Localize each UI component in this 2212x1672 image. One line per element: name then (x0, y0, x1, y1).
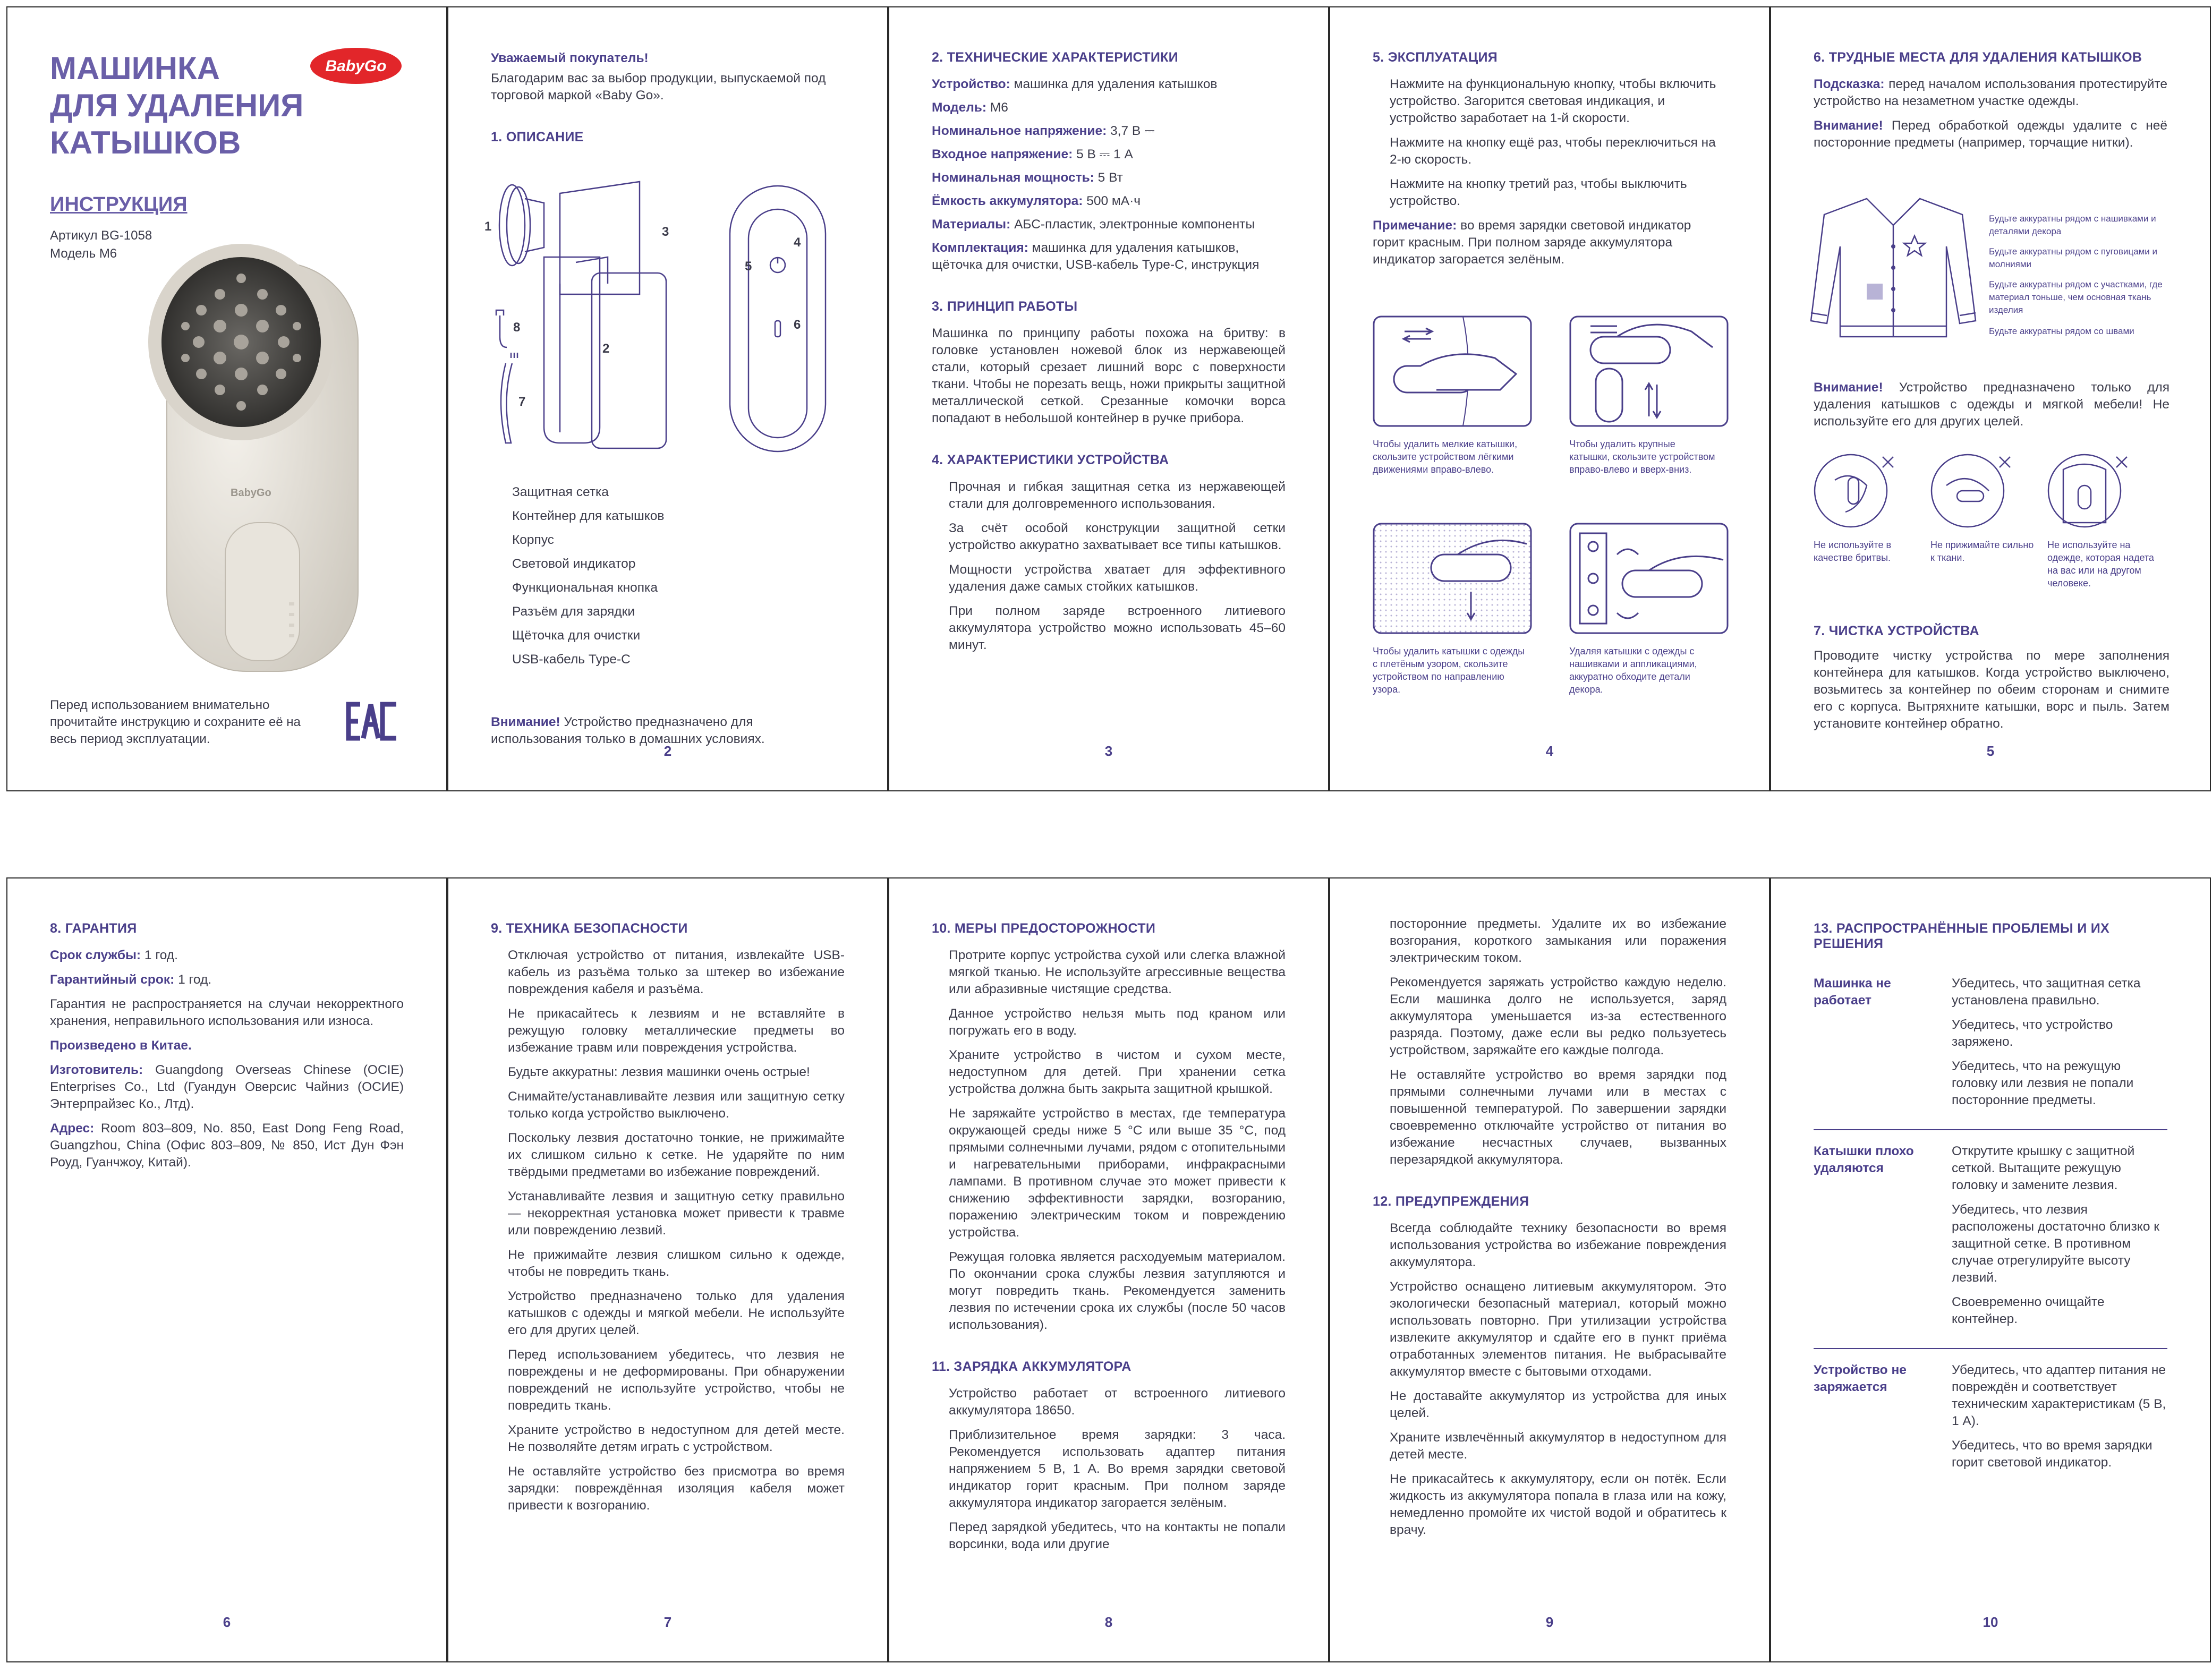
feature-item: Мощности устройства хватает для эффективного удаления даже самых стойких катышков. (949, 562, 1286, 594)
page-4 (1329, 6, 1770, 791)
sweater-note: Будьте аккуратны рядом со швами (1989, 326, 2134, 336)
feature-item: При полном заряде встроенного литиевого аккумулятора устройство можно использовать 45–60 минут. (949, 604, 1286, 652)
section-heading: 3. ПРИНЦИП РАБОТЫ (932, 299, 1078, 314)
solutions-cell (1952, 1143, 2167, 1335)
solution: Убедитесь, что устройство заряжено. (1952, 1018, 2113, 1049)
usage-step: Нажмите на функциональную кнопку, чтобы включить устройство. Загорится световая индикация, и устройство заработает на 1-й скорости. (1390, 77, 1716, 125)
page-10 (1770, 877, 2211, 1662)
service-life: Срок службы: 1 год. (50, 948, 178, 962)
solution: Убедитесь, что во время зарядки горит световой индикатор. (1952, 1438, 2153, 1470)
cover-title-line: КАТЫШКОВ (50, 125, 241, 160)
article-number: Артикул BG-1058 (50, 228, 152, 243)
warning-item: Храните извлечённый аккумулятор в недоступном для детей месте. (1390, 1430, 1726, 1462)
feature-item: За счёт особой конструкции защитной сетки устройство аккуратно захватывает все типы катышков. (949, 521, 1286, 552)
dont-caption: Не используйте в качестве бритвы. (1814, 540, 1892, 563)
callout-6: 6 (794, 318, 801, 332)
charging-item: Приблизительное время зарядки: 3 часа. Рекомендуется использовать адаптер питания напряжением 5 В, 1 А. Во время зарядки световой индикатор горит красным. При полном заряде аккумулятора индикатор загорается зелёным. (949, 1428, 1286, 1510)
eac-mark (345, 700, 398, 743)
section-heading: 10. МЕРЫ ПРЕДОСТОРОЖНОСТИ (932, 921, 1156, 936)
table-row (1814, 1130, 2167, 1349)
charging-item: Не оставляйте устройство во время зарядки под прямыми солнечными лучами или в местах с повышенной температурой. По завершении зарядки своевременно отключайте устройство от питания во избежание несчастных случаев, вызванных перезарядкой аккумулятора. (1390, 1068, 1726, 1167)
attention-label: Внимание! (491, 715, 560, 729)
babygo-logo (308, 45, 404, 87)
sweater-note: Будьте аккуратны рядом с пуговицами и молниями (1989, 246, 2158, 269)
usage-note: Примечание: во время зарядки световой индикатор горит красным. При полном заряде аккумулятора индикатор загорается зелёным. (1373, 218, 1691, 267)
page-6 (6, 877, 447, 1662)
charging-item: Устройство работает от встроенного литиевого аккумулятора 18650. (949, 1386, 1286, 1418)
section-heading: 4. ХАРАКТЕРИСТИКИ УСТРОЙСТВА (932, 453, 1169, 467)
page-7 (447, 877, 888, 1662)
callout-4: 4 (794, 235, 801, 250)
usage-illustration-3 (1373, 523, 1532, 634)
usage-caption: Удаляя катышки с одежды с нашивками и аппликациями, аккуратно обходите детали декора. (1569, 646, 1697, 695)
callout-8: 8 (513, 320, 521, 335)
feature-item: Прочная и гибкая защитная сетка из нержавеющей стали для долговременного использования. (949, 480, 1286, 511)
warning-item: Устройство оснащено литиевым аккумулятором. Это экологически безопасный материал, который можно использовать повторно. При утилизации устройства извлеките аккумулятор и сдайте его в пункт приёма отработанных элементов питания. Не выбрасывайте аккумулятор вместе с бытовыми отходами. (1390, 1279, 1726, 1379)
page-9 (1329, 877, 1770, 1662)
cover-subtitle: ИНСТРУКЦИЯ (50, 193, 188, 216)
safety-item: Устанавливайте лезвия и защитную сетку правильно — некорректная установка может привести к травме или повреждению лезвий. (508, 1189, 845, 1238)
page-number: 5 (1986, 743, 1995, 759)
safety-item: Перед использованием убедитесь, что лезвия не повреждены и не деформированы. При обнаружении повреждений не используйте устройство, чтобы не повредить ткань. (508, 1347, 845, 1413)
section-heading: 2. ТЕХНИЧЕСКИЕ ХАРАКТЕРИСТИКИ (932, 50, 1178, 65)
safety-item: Храните устройство в недоступном для детей месте. Не позволяйте детям играть с устройством. (508, 1423, 845, 1454)
section-heading: 13. РАСПРОСТРАНЁННЫЕ ПРОБЛЕМЫ И ИХ РЕШЕНИЯ (1814, 921, 2109, 951)
spec-list (932, 76, 1286, 274)
page-2 (447, 6, 888, 791)
cover-page (6, 6, 447, 791)
precaution-item: Протрите корпус устройства сухой или слегка влажной мягкой тканью. Не используйте агрессивные вещества или абразивные чистящие средства. (949, 948, 1286, 996)
page-5 (1770, 6, 2211, 791)
spec-row: Номинальное напряжение: 3,7 В ⎓ (932, 124, 1155, 138)
cover-note: Перед использованием внимательно прочитайте инструкцию и сохраните её на весь период эксплуатации. (50, 698, 301, 746)
usage-caption: Чтобы удалить катышки с одежды с плетёным узором, скользите устройством по направлению узора. (1373, 646, 1525, 695)
list-item: Функциональная кнопка (512, 581, 658, 595)
spec-row: Модель: М6 (932, 100, 1008, 115)
hint: Подсказка: перед началом использования протестируйте устройство на незаметном участке одежды. (1814, 77, 2167, 108)
section-heading: 5. ЭКСПЛУАТАЦИЯ (1373, 50, 1498, 65)
svg-text:BabyGo: BabyGo (231, 487, 271, 499)
warning-item: Всегда соблюдайте технику безопасности во время использования устройства во избежание повреждения аккумулятора. (1390, 1221, 1726, 1269)
list-item: Щёточка для очистки (512, 628, 641, 643)
list-item: Корпус (512, 533, 555, 547)
spec-row: Номинальная мощность: 5 Вт (932, 170, 1123, 185)
principle-text: Машинка по принципу работы похожа на бритву: в головке установлен ножевой блок из нержавеющей стали, который срезает лишний ворс с поверхности ткани. Чтобы не порезать вещь, ножи прикрыты защитной металлической сеткой. Срезанные комочки ворса попадают в небольшой контейнер в ручке прибора. (932, 326, 1286, 425)
safety-item: Поскольку лезвия достаточно тонкие, не прижимайте их слишком сильно к сетке. Не ударяйте по ним твёрдыми предметами во избежание повреждений. (508, 1131, 845, 1179)
troubleshooting-table (1814, 962, 2167, 1491)
list-item: Контейнер для катышков (512, 509, 665, 523)
solution: Убедитесь, что лезвия расположены достаточно близко к защитной сетке. В противном случае отрегулируйте высоту лезвий. (1952, 1202, 2159, 1285)
precaution-item: Храните устройство в чистом и сухом месте, недоступном для детей. При хранении сетка устройства должна быть закрыта защитной крышкой. (949, 1048, 1286, 1096)
safety-item: Снимайте/устанавливайте лезвия или защитную сетку только когда устройство выключено. (508, 1089, 845, 1121)
made-in: Произведено в Китае. (50, 1038, 192, 1053)
spec-row: Материалы: АБС-пластик, электронные компоненты (932, 217, 1255, 232)
dont-caption: Не используйте на одежде, которая надета на вас или на другом человеке. (2047, 540, 2154, 588)
problem-cell: Катышки плохо удаляются (1814, 1144, 1914, 1175)
usage-illustration-2 (1569, 315, 1729, 427)
usage-caption: Чтобы удалить мелкие катышки, скользите устройством лёгкими движениями вправо-влево. (1373, 439, 1518, 475)
usage-step: Нажмите на кнопку третий раз, чтобы выключить устройство. (1390, 177, 1687, 208)
usage-illustration-4 (1569, 523, 1729, 634)
precaution-item: Данное устройство нельзя мыть под краном или погружать его в воду. (949, 1006, 1286, 1038)
solution: Убедитесь, что защитная сетка установлена правильно. (1952, 976, 2141, 1008)
safety-item: Не прижимайте лезвия слишком сильно к одежде, чтобы не повредить ткань. (508, 1248, 845, 1279)
list-item: Разъём для зарядки (512, 604, 635, 619)
dont-icons (1814, 448, 2175, 533)
charging-item: посторонние предметы. Удалите их во избежание возгорания, короткого замыкания или поражения электрическим током. (1390, 917, 1726, 965)
warning-item: Не доставайте аккумулятор из устройства для иных целей. (1390, 1389, 1726, 1420)
parts-list (491, 480, 664, 671)
spec-row: Устройство: машинка для удаления катышков (932, 77, 1218, 91)
page-number: 2 (663, 743, 672, 759)
page-number: 6 (223, 1614, 231, 1630)
precaution-item: Не заряжайте устройство в местах, где температура окружающей среды ниже 5 °C или выше 35 °C, под прямыми солнечными лучами, рядом с отопительными и нагревательными приборами, инфракрасными лампами. В противном случае это может привести к снижению эффективности зарядки, возгоранию, поражению электрическим током и повреждению устройства. (949, 1106, 1286, 1240)
warranty-period: Гарантийный срок: 1 год. (50, 973, 212, 987)
spec-row: Комплектация: машинка для удаления катышков, щёточка для очистки, USB-кабель Type-C, инструкция (932, 241, 1260, 272)
usage-illustration-1 (1373, 315, 1532, 427)
section-heading: 7. ЧИСТКА УСТРОЙСТВА (1814, 624, 1979, 638)
warning: Внимание! Устройство предназначено только для удаления катышков с одежды и мягкой мебели! Не используйте его для других целей. (1814, 380, 2170, 429)
page-8 (888, 877, 1329, 1662)
section-heading: 6. ТРУДНЫЕ МЕСТА ДЛЯ УДАЛЕНИЯ КАТЫШКОВ (1814, 50, 2142, 65)
manufacturer: Изготовитель: Guangdong Overseas Chinese (OCIE) Enterprises Co., Ltd (Гуандун Оверсис Чайниз (ОСИЕ) Энтерпрайзес Ко., Лтд). (50, 1063, 404, 1111)
section-heading: 1. ОПИСАНИЕ (491, 130, 584, 144)
list-item: Световой индикатор (512, 557, 636, 571)
safety-item: Устройство предназначено только для удаления катышков с одежды и мягкой мебели. Не используйте его для других целей. (508, 1289, 845, 1337)
usage-caption: Чтобы удалить крупные катышки, скользите устройством вправо-влево и вверх-вниз. (1569, 439, 1715, 475)
charging-item: Рекомендуется заряжать устройство каждую неделю. Если машинка долго не используется, заряд аккумулятора уменьшается из-за естественного разряда. Поэтому, даже если вы редко пользуетесь устройством, заряжайте его каждые полгода. (1390, 975, 1726, 1057)
safety-item: Не оставляйте устройство без присмотра во время зарядки: повреждённая изоляция кабеля может привести к возгоранию. (508, 1464, 845, 1513)
warranty-exclusion: Гарантия не распространяется на случаи некорректного хранения, неправильного использования или износа. (50, 997, 404, 1028)
sweater-note: Будьте аккуратны рядом с участками, где материал тоньше, чем основная ткань изделия (1989, 279, 2163, 315)
problem-cell: Машинка не работает (1814, 976, 1891, 1008)
warning: Внимание! Перед обработкой одежды удалите с неё посторонние предметы (например, торчащие нитки). (1814, 118, 2167, 150)
section-heading: 11. ЗАРЯДКА АККУМУЛЯТОРА (932, 1359, 1131, 1374)
page-number: 9 (1545, 1614, 1554, 1630)
list-item: USB-кабель Type-C (512, 652, 631, 667)
section-heading: 8. ГАРАНТИЯ (50, 921, 137, 936)
spec-row: Входное напряжение: 5 В ⎓ 1 А (932, 147, 1133, 161)
page-number: 4 (1545, 743, 1554, 759)
precaution-item: Режущая головка является расходуемым материалом. По окончании срока службы лезвия затупляются и могут повредить ткань. Рекомендуется заменить лезвия по истечении срока их службы (после 50 часов использования). (949, 1250, 1286, 1332)
cover-title-line: МАШИНКА (50, 50, 220, 86)
page-3 (888, 6, 1329, 791)
charging-item: Перед зарядкой убедитесь, что на контакты не попали ворсинки, вода или другие (949, 1520, 1286, 1551)
table-row (1814, 962, 2167, 1130)
device-illustration (146, 220, 390, 687)
cover-title-line: ДЛЯ УДАЛЕНИЯ (50, 88, 304, 123)
page-number: 7 (663, 1614, 672, 1630)
problem-cell: Устройство не заряжается (1814, 1363, 1907, 1394)
callout-5: 5 (745, 259, 752, 274)
model-number: Модель М6 (50, 246, 117, 261)
spec-row: Ёмкость аккумулятора: 500 мА·ч (932, 194, 1141, 208)
safety-item: Будьте аккуратны: лезвия машинки очень острые! (508, 1065, 810, 1079)
callout-3: 3 (662, 225, 669, 239)
table-row (1814, 1349, 2167, 1491)
solution: Своевременно очищайте контейнер. (1952, 1295, 2105, 1326)
warning-item: Не прикасайтесь к аккумулятору, если он потёк. Если жидкость из аккумулятора попала в глаза или на кожу, немедленно промойте их чистой водой и обратитесь к врачу. (1390, 1472, 1726, 1537)
solution: Убедитесь, что на режущую головку или лезвия не попали посторонние предметы. (1952, 1059, 2134, 1107)
safety-item: Не прикасайтесь к лезвиям и не вставляйте в режущую головку металлические предметы во избежание травм или повреждения устройства. (508, 1006, 845, 1055)
usage-step: Нажмите на кнопку ещё раз, чтобы переключиться на 2-ю скорость. (1390, 135, 1716, 167)
section-heading: 9. ТЕХНИКА БЕЗОПАСНОСТИ (491, 921, 688, 936)
callout-1: 1 (484, 219, 492, 234)
page-number: 8 (1104, 1614, 1113, 1630)
attention-text: Устройство предназначено для использования только в домашних условиях. (491, 715, 765, 746)
greeting: Уважаемый покупатель! (491, 51, 649, 65)
callout-7: 7 (518, 395, 526, 409)
solution: Открутите крышку с защитной сеткой. Вытащите режущую головку и замените лезвия. (1952, 1144, 2135, 1192)
thanks-text: Благодарим вас за выбор продукции, выпускаемой под торговой маркой «Baby Go». (491, 71, 826, 103)
sweater-illustration (1808, 188, 1978, 347)
clean-text: Проводите чистку устройства по мере заполнения контейнера для катышков. Когда устройство выключено, возьмитесь за контейнер по обеим сторонам и снимите его с корпуса. Вытряхните катышки, ворс и пыль. Затем установите контейнер обратно. (1814, 649, 2170, 731)
callout-2: 2 (602, 342, 610, 356)
address: Адрес: Room 803–809, No. 850, East Dong Feng Road, Guangzhou, China (Офис 803–809, № 850, Ист Дун Фэн Роуд, Гуанчжоу, Китай). (50, 1121, 404, 1170)
sweater-note: Будьте аккуратны рядом с нашивками и деталями декора (1989, 214, 2156, 236)
svg-text:BabyGo: BabyGo (325, 57, 387, 75)
safety-item: Отключая устройство от питания, извлекайте USB-кабель из разъёма только за штекер во избежание повреждения кабеля и разъёма. (508, 948, 845, 996)
dont-caption: Не прижимайте сильно к ткани. (1930, 540, 2034, 563)
solutions-cell (1952, 975, 2167, 1116)
parts-diagram (480, 177, 841, 464)
page-number: 3 (1104, 743, 1113, 759)
solution: Убедитесь, что адаптер питания не повреждён и соответствует техническим характеристикам (5 В, 1 А). (1952, 1363, 2166, 1428)
list-item: Защитная сетка (512, 485, 609, 499)
section-heading: 12. ПРЕДУПРЕЖДЕНИЯ (1373, 1194, 1529, 1209)
solutions-cell (1952, 1362, 2167, 1479)
page-number: 10 (1983, 1614, 1998, 1630)
